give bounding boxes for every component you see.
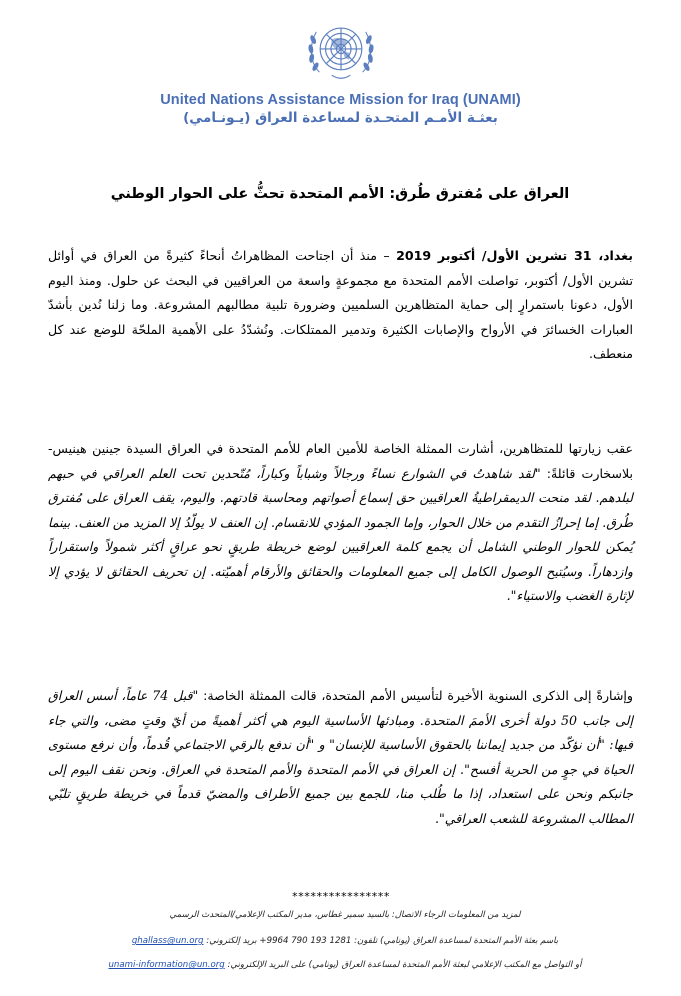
org-name-english: United Nations Assistance Mission for Iraq (UNAMI) [160,92,521,108]
contact-line-1: لمزيد من المعلومات الرجاء الاتصال: بالسيد سمير غطاس، مدير المكتب الإعلامي/المتحدث الرسمي [169,910,521,920]
separator: **************** [291,890,390,903]
header [0,18,681,86]
dateline: بغداد، 31 تشرين الأول/ أكتوبر 2019 [396,248,633,263]
contact-line-3 [60,960,630,970]
org-name-arabic: بعثـة الأمـم المتحـدة لمساعدة العراق (يـونـامي) [183,110,498,126]
paragraph-3-intro: وإشارةً إلى الذكرى السنوية الأخيرة لتأسيس الأمم المتحدة، قالت الممثلة الخاصة: [198,688,633,703]
paragraph-2-intro: عقب زيارتها للمتظاهرين، أشارت الممثلة الخاصة للأمين العام للأمم المتحدة في العراق السيدة جينين هينيس-بلاسخارت قائلةً: [48,441,633,481]
paragraph-2-quote: "لقد شاهدتُ في الشوارع نساءً ورجالاً وشباباً وكباراً، مُتّحدين تحت العلم العراقي في حبهم لبلدهم. لقد منحت الديمقراطيةُ العراقيين حق إسماع أصواتهم ومحاسبة قادتهم. واليوم، يقف العراق على مُفترق طُرق. إما إحرازُ التقدم من خلال الحوار، وإما الجمود المؤدي للانقسام. إن العنف لا يولّدُ إلا المزيد من العنف. بينما يُمكن للحوار الوطني الشامل أن يجمع كلمة العراقيين لوضع خريطة طريقٍ نحو عراقٍ أكثر شمولاً واستقراراً وازدهاراً. وسيُتيح الوصول الكامل إلى جميع المعلومات والحقائق والأرقام أهميّته. إن تحريف الحقائق لا يؤدي إلا لإثارة الغضب والاستياء". [48,465,633,603]
contact-line-3-text: أو التواصل مع المكتب الإعلامي لبعثة الأمم المتحدة لمساعدة العراق (يونامي) على البريد الإلكتروني: [224,960,582,970]
paragraph-1 [48,244,633,367]
paragraph-2 [48,437,633,609]
contact-line-2 [60,936,630,946]
paragraph-1-text: – منذ أن اجتاحت المظاهراتُ أنحاءً كثيرةً من العراق في أوائل تشرين الأول/ أكتوبر، تواصلت الأمم المتحدة مع مجموعةٍ واسعة من العراقيين في البحث عن حلول. ومنذ اليوم الأول، دعونا باستمرارٍ إلى حماية المتظاهرين السلميين وضرورة تلبية مطالبهم المشروعة. وما زلنا نُدين بأشدّ العبارات الخسائرَ في الأرواح والإصابات الكثيرة وتدمير الممتلكات. ونُشدّدُ على الأهمية الملحّة للوضع عند كل منعطف. [48,248,633,361]
page-title: العراق على مُفترق طُرق: الأمم المتحدة تحثُّ على الحوار الوطني [110,186,570,202]
paragraph-3 [48,684,633,831]
un-emblem-icon [302,18,380,86]
paragraph-3-quote: "قبل 74 عاماً، أسس العراق إلى جانب 50 دولة أخرى الأممَ المتحدة. ومبادئها الأساسية اليوم هي أكثر أهميةً من أيّ وقتٍ مضى، والتي جاء فيها: "أن نؤكّد من جديد إيماننا بالحقوق الأساسية للإنسان" و "أن ندفع بالرقي الاجتماعي قُدماً، وأن نرفع مستوى الحياة في جوٍ من الحرية أفسح". إن العراق في الأمم المتحدة والأمم المتحدة في العراق. ونحن نقف اليوم إلى جانبكم ونحن على استعداد، إذا ما طُلب منا، للجمع بين جميع الأطراف والمضيّ قدماً في خريطة طريقٍ تلبّي المطالب المشروعة للشعب العراقي". [48,688,633,826]
email-link-ghallass[interactable]: ghallass@un.org [131,936,204,946]
contact-line-2-text: باسم بعثة الأمم المتحدة لمساعدة العراق (يونامي) تلفون: 1281 193 790 9964+ بريد إلكتروني: [203,936,559,946]
email-link-unami-information[interactable]: unami-information@un.org [108,960,225,970]
